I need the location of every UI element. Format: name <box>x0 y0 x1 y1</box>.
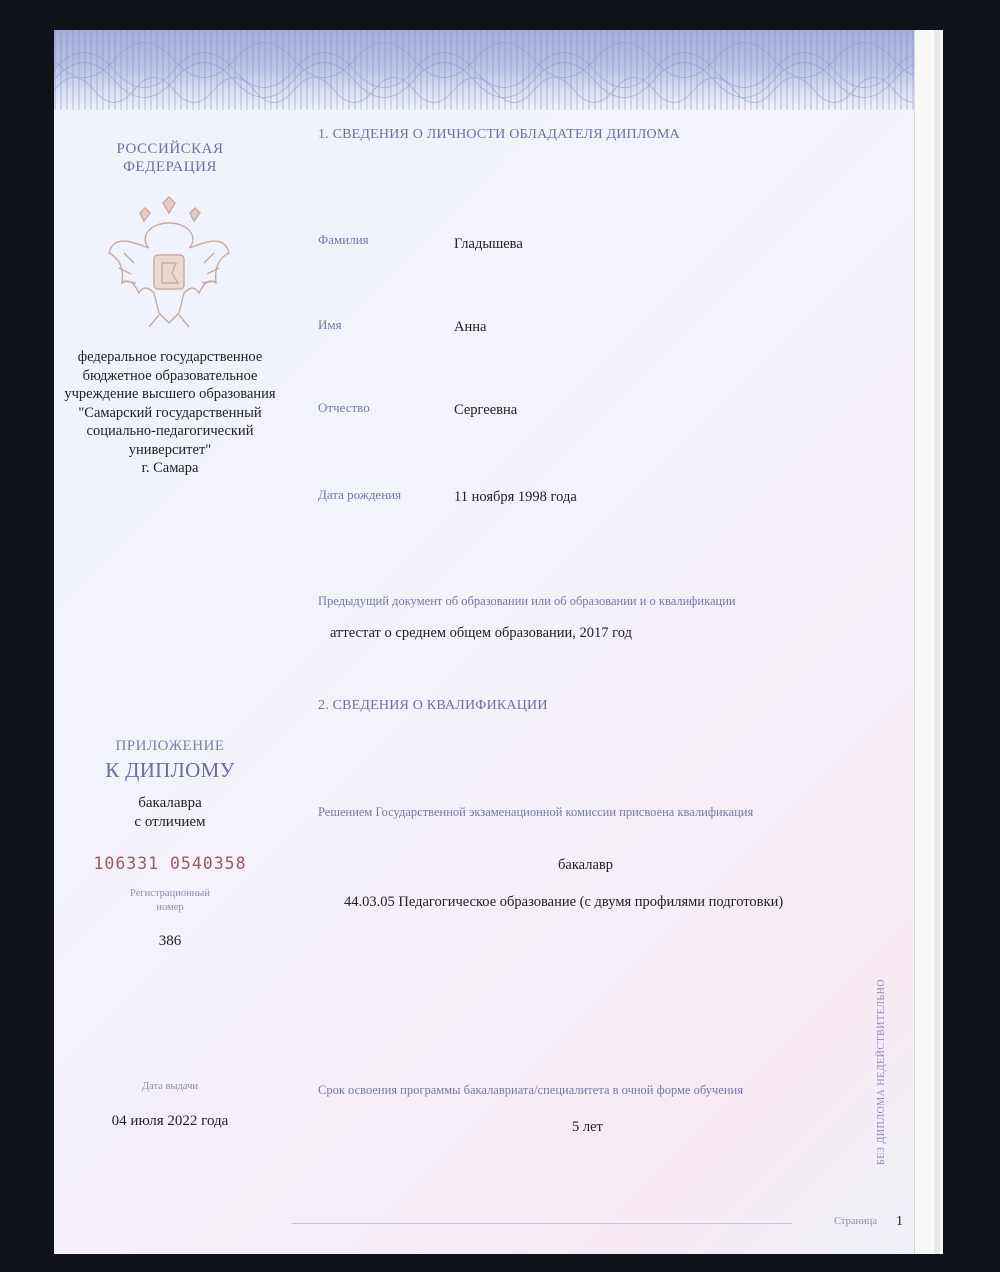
validity-side-note: БЕЗ ДИПЛОМА НЕДЕЙСТВИТЕЛЬНО <box>876 978 887 1165</box>
surname-value: Гладышева <box>454 236 523 252</box>
patronymic-label: Отчество <box>318 400 370 415</box>
appendix-title-line1: ПРИЛОЖЕНИЕ <box>115 738 225 754</box>
birthdate-label: Дата рождения <box>318 487 402 502</box>
guilloche-pattern <box>54 30 914 110</box>
org-line: "Самарский государственный <box>78 404 262 421</box>
previous-document-value: аттестат о среднем общем образовании, 2017 год <box>330 625 632 641</box>
surname-label: Фамилия <box>318 232 369 247</box>
organization-block <box>54 348 286 478</box>
registration-number: 386 <box>158 933 182 949</box>
duration-label: Срок освоения программы бакалавриата/специалитета в очной форме обучения <box>318 1083 743 1097</box>
previous-document-label: Предыдущий документ об образовании или об образовании и о квалификации <box>318 594 736 608</box>
country-title: РОССИЙСКАЯ ФЕДЕРАЦИЯ <box>116 141 224 175</box>
footer-rule <box>292 1223 792 1224</box>
qualification-decision-label: Решением Государственной экзаменационной комиссии присвоена квалификация <box>318 805 754 819</box>
appendix-title-line2: К ДИПЛОМУ <box>105 758 235 782</box>
degree-line2: с отличием <box>134 814 206 830</box>
birthdate-value: 11 ноября 1998 года <box>454 489 577 505</box>
name-value: Анна <box>454 319 487 335</box>
degree-line1: бакалавра <box>138 795 202 811</box>
registration-number-label <box>54 887 286 915</box>
section1-title: 1. СВЕДЕНИЯ О ЛИЧНОСТИ ОБЛАДАТЕЛЯ ДИПЛОМА <box>318 127 680 142</box>
duration-value: 5 лет <box>572 1119 603 1135</box>
reg-label-line1: Регистрационный <box>130 888 210 899</box>
org-line: социально-педагогический <box>86 423 254 439</box>
name-label: Имя <box>318 317 342 332</box>
org-line: учреждение высшего образования <box>64 386 276 402</box>
org-line: бюджетное образовательное <box>82 367 258 384</box>
section2-title: 2. СВЕДЕНИЯ О КВАЛИФИКАЦИИ <box>318 698 548 713</box>
issue-date-label: Дата выдачи <box>141 1081 199 1092</box>
org-line: университет" <box>128 441 212 458</box>
org-city: г. Самара <box>141 460 199 476</box>
reg-label-line2: номер <box>156 902 184 913</box>
patronymic-value: Сергеевна <box>454 402 518 418</box>
paper-edge-shadow <box>934 30 940 1254</box>
page-number: 1 <box>896 1214 903 1229</box>
issue-date: 04 июля 2022 года <box>111 1113 229 1129</box>
diploma-appendix-sheet <box>54 30 938 1254</box>
qualification-value: бакалавр <box>558 857 613 873</box>
program-value: 44.03.05 Педагогическое образование (с двумя профилями подготовки) <box>344 894 784 910</box>
org-line: федеральное государственное <box>77 349 263 365</box>
degree-type <box>54 794 286 832</box>
coat-of-arms-emblem <box>104 193 234 333</box>
serial-number: 106331 0540358 <box>93 854 247 873</box>
page-label: Страница <box>834 1216 878 1227</box>
guilloche-band <box>54 30 914 110</box>
